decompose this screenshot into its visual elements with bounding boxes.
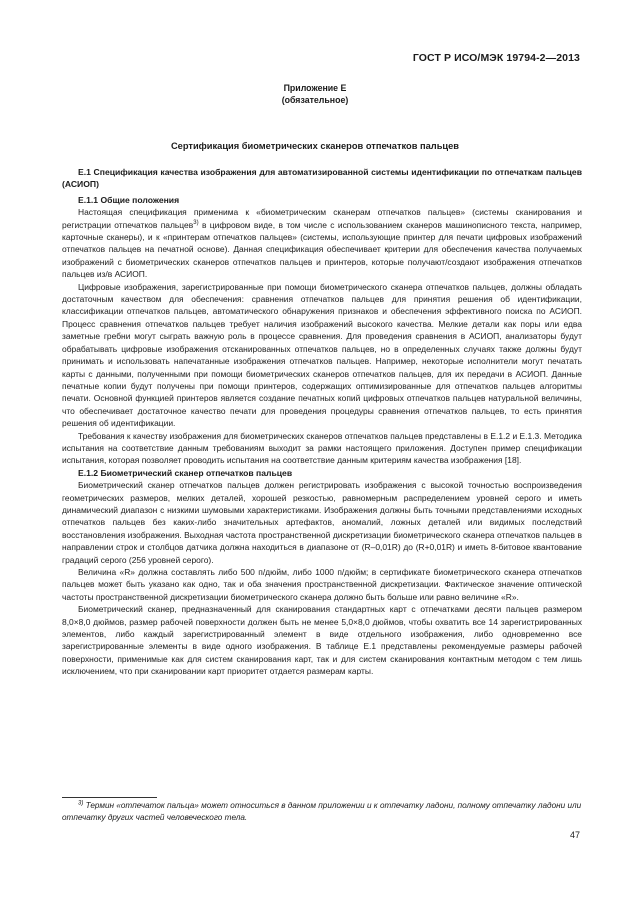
appendix-label: Приложение Е bbox=[283, 83, 347, 93]
appendix-status: (обязательное) bbox=[281, 95, 349, 105]
section-e11-paragraph-3: Требования к качеству изображения для биометрических сканеров отпечатков пальцев представлены в Е.1.2 и Е.1.3. Методика испытания на соответствие данным требованиям выходит за рамки настоящего приложения. Доступен пример спецификации испытания, которая позволяет проводить испытания на соответствие данным критериям качества изображения [18]. bbox=[62, 430, 582, 466]
standard-code: ГОСТ Р ИСО/МЭК 19794-2—2013 bbox=[412, 52, 580, 64]
section-e1-heading: Е.1 Спецификация качества изображения для автоматизированной системы идентификации по отпечаткам пальцев (АСИОП) bbox=[62, 167, 582, 190]
footnote-divider bbox=[62, 797, 157, 798]
section-e12-paragraph-1: Биометрический сканер отпечатков пальцев должен регистрировать изображения с высокой точностью воспроизведения геометрических размеров, мелких деталей, хорошей резкостью, равномерным распределением уровней серого и иметь динамический диапазон с низкими шумовыми характеристиками. Изображения должны быть точными представлениями исходных отпечатков пальцев без каких-либо значительных артефактов, аномалий, ложных деталей или видимых последствий восстановления изображения. Выходная частота пространственной дискретизации биометрического сканера отпечатков пальцев в направлении строк и столбцов датчика должна находиться в диапазоне от (R–0,01R) до (R+0,01R) и иметь 8-битовое квантование градаций серого (256 уровней серого). bbox=[62, 480, 582, 565]
body-content bbox=[62, 166, 582, 678]
paragraph-text: в цифровом виде, в том числе с использованием сканеров машинописного текста, например, карточные сканеры), и к «принтерам отпечатков пальцев» (системы, использующие принтер для печати цифровых изображений отпечатков пальцев на печатной основе). Данная спецификация обеспечивает критерии для обеспечения качества получаемых изображений с биометрических сканеров отпечатков пальцев и принтеров, которые получают/создают изображения отпечатков пальцев из/в АСИОП. bbox=[62, 219, 582, 280]
footnote-ref[interactable]: 3) bbox=[193, 219, 199, 226]
section-e12-paragraph-2: Величина «R» должна составлять либо 500 п/дюйм, либо 1000 п/дюйм; в сертификате биометрического сканера отпечатков пальцев может быть указано как одно, так и оба значения пространственной дискретизации. Фактическое значение оптической частоты пространственной дискретизации биометрического сканера должно быть больше или равно величине «R». bbox=[62, 567, 582, 602]
section-e11-heading: Е.1.1 Общие положения bbox=[78, 194, 180, 205]
appendix-block bbox=[0, 82, 630, 106]
page-number: 47 bbox=[569, 830, 580, 840]
footnote bbox=[62, 800, 582, 825]
section-e12-heading: Е.1.2 Биометрический сканер отпечатков пальцев bbox=[78, 467, 293, 478]
section-e11-paragraph-1 bbox=[62, 206, 582, 280]
section-e12-paragraph-3: Биометрический сканер, предназначенный для сканирования стандартных карт с отпечатками десяти пальцев размером 8,0×8,0 дюймов, размер рабочей поверхности должен быть не менее 5,0×8,0 дюймов, чтобы охватить все 14 зарегистрированных элементов, либо каждый зарегистрированный элемент в виде отдельного изображения, либо одновременно все зарегистрированные элементы в виде одного изображения. В таблице Е.1 представлены рекомендуемые размеры рабочей поверхности, применимые как для систем сканирования карт, так и для систем сканирования контактным методом с тем лишь исключением, что при сканировании карт приоритет отдается размерам карты. bbox=[62, 604, 582, 677]
paragraph-text: Настоящая спецификация применима к «биометрическим сканерам отпечатков пальцев» (системы сканирования и регистрации отпечатков пальцев bbox=[62, 207, 582, 230]
page-title: Сертификация биометрических сканеров отпечатков пальцев bbox=[170, 141, 460, 151]
section-e11-paragraph-2: Цифровые изображения, зарегистрированные при помощи биометрического сканера отпечатков пальцев, должны обладать достаточным качеством для обеспечения: сравнения отпечатков пальцев для принятия решения об идентификации, классификации отпечатков пальцев, автоматического обнаружения признаков и обеспечения эффективного поиска по АСИОП. Процесс сравнения отпечатков пальцев требует наличия изображений высокого качества. Мелкие детали как поры или едва заметные гребни могут сыграть важную роль в процессе сравнения. Для проведения сравнения в АСИОП, анализаторы будут обрабатывать цифровые изображения отсканированных отпечатков пальцев, но в определенных случаях также должны будут принимать и использовать напечатанные изображения отпечатков пальцев. Например, некоторые исполнители могут печатать карты с данными, полученными при помощи биометрических сканеров отпечатков пальцев, для их передачи в АСИОП. Данные печатные копии будут получены при помощи принтеров, содержащих оптимизированные для отпечатков пальцев алгоритмы печати. Основной функцией принтеров является создание печатных копий цифровых отпечатков пальцев натуральной величины, что обеспечивает достаточное качество печати для проведения процедуры сравнения отпечатков пальцев, то есть принятия решения об идентификации. bbox=[62, 281, 582, 429]
footnote-marker: 3) bbox=[78, 800, 84, 807]
footnote-text: Термин «отпечаток пальца» может относиться в данном приложении и к отпечатку ладони, полному отпечатку ладони или отпечатку других частей человеческого тела. bbox=[62, 801, 582, 823]
